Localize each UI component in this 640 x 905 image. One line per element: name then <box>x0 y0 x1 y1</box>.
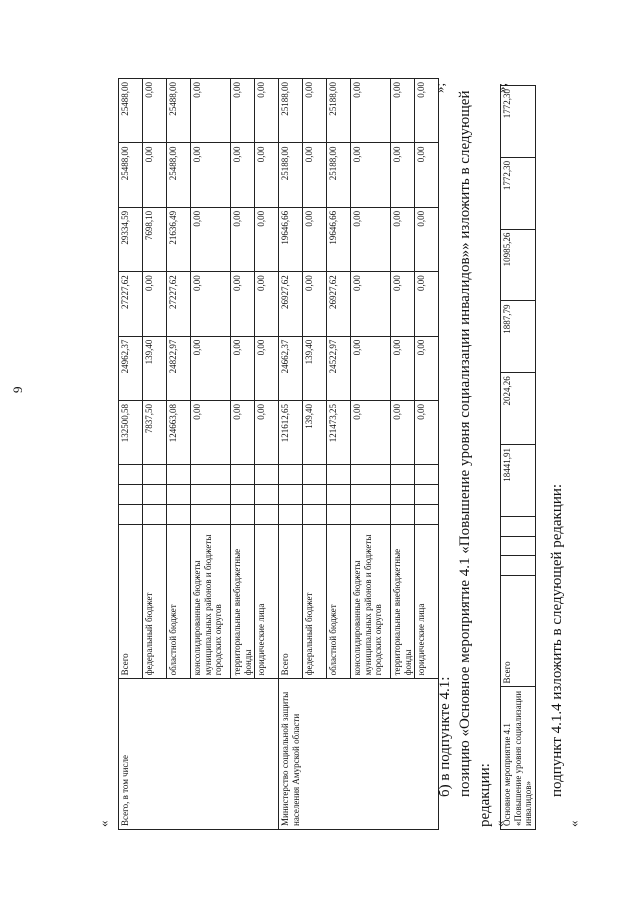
open-quote-3: « <box>566 820 581 827</box>
empty-cell <box>143 465 167 485</box>
open-quote: « <box>96 820 111 827</box>
funding-source: федеральный бюджет <box>143 524 167 679</box>
amount-cell: 0,00 <box>303 272 327 336</box>
empty-cell <box>351 485 391 505</box>
amount-cell: 0,00 <box>231 143 255 207</box>
empty-cell <box>327 465 351 485</box>
page-number: 9 <box>10 386 25 393</box>
amount-cell: 0,00 <box>191 79 231 143</box>
amount-cell: 0,00 <box>351 336 391 400</box>
measure-value: 10985,26 <box>501 229 536 301</box>
amount-cell: 25188,00 <box>327 79 351 143</box>
amount-cell: 0,00 <box>143 143 167 207</box>
empty-cell <box>143 504 167 524</box>
budget-table <box>118 78 439 830</box>
empty-cell <box>279 465 303 485</box>
amount-cell: 0,00 <box>303 79 327 143</box>
amount-cell: 0,00 <box>231 272 255 336</box>
amount-cell: 0,00 <box>391 79 415 143</box>
amount-cell: 0,00 <box>391 401 415 465</box>
funding-source: территориальные внебюджетные фонды <box>391 524 415 679</box>
close-quote-1: »; <box>432 82 447 93</box>
amount-cell: 19646,66 <box>327 207 351 271</box>
text-subpoint-414: подпункт 4.1.4 изложить в следующей редакции: <box>549 483 565 797</box>
empty-cell <box>279 504 303 524</box>
amount-cell: 25488,00 <box>119 79 143 143</box>
amount-cell: 0,00 <box>191 143 231 207</box>
funding-source: областной бюджет <box>327 524 351 679</box>
funding-source: юридические лица <box>255 524 279 679</box>
funding-source: консолидированные бюджеты муниципальных районов и бюджеты городских округов <box>191 524 231 679</box>
measure-value: 2024,26 <box>501 373 536 445</box>
empty-cell <box>119 485 143 505</box>
funding-source: консолидированные бюджеты муниципальных районов и бюджеты городских округов <box>351 524 391 679</box>
amount-cell: 19646,66 <box>279 207 303 271</box>
amount-cell: 0,00 <box>255 79 279 143</box>
empty-cell <box>391 465 415 485</box>
measure-label: Основное мероприятие 4.1 «Повышение уровня социализации инвалидов» <box>501 687 536 830</box>
empty-cell <box>119 465 143 485</box>
empty-cell <box>327 504 351 524</box>
empty-cell <box>303 465 327 485</box>
amount-cell: 139,40 <box>303 401 327 465</box>
amount-cell: 0,00 <box>255 401 279 465</box>
empty-cell <box>255 465 279 485</box>
responsible-label: Всего, в том числе <box>119 679 279 830</box>
funding-source: территориальные внебюджетные фонды <box>231 524 255 679</box>
amount-cell: 0,00 <box>351 272 391 336</box>
empty-cell <box>231 485 255 505</box>
close-quote-2: »; <box>494 82 509 93</box>
empty-cell <box>119 504 143 524</box>
amount-cell: 139,40 <box>143 336 167 400</box>
funding-source: областной бюджет <box>167 524 191 679</box>
amount-cell: 25188,00 <box>279 143 303 207</box>
empty-cell <box>351 504 391 524</box>
amount-cell: 0,00 <box>351 143 391 207</box>
empty-cell <box>391 485 415 505</box>
amount-cell: 25488,00 <box>167 143 191 207</box>
amount-cell: 0,00 <box>303 143 327 207</box>
amount-cell: 0,00 <box>351 401 391 465</box>
amount-cell: 0,00 <box>231 207 255 271</box>
amount-cell: 0,00 <box>351 79 391 143</box>
amount-cell: 0,00 <box>391 336 415 400</box>
amount-cell: 24822,97 <box>167 336 191 400</box>
text-edition: редакции: <box>477 763 493 827</box>
amount-cell: 0,00 <box>191 336 231 400</box>
table-row <box>119 79 143 830</box>
empty-cell <box>167 504 191 524</box>
empty-cell <box>415 485 439 505</box>
empty-cell <box>191 485 231 505</box>
measure-value: 1772,30 <box>501 157 536 229</box>
amount-cell: 0,00 <box>191 272 231 336</box>
amount-cell: 0,00 <box>415 143 439 207</box>
amount-cell: 27227,62 <box>167 272 191 336</box>
amount-cell: 7698,10 <box>143 207 167 271</box>
empty-cell <box>255 504 279 524</box>
amount-cell: 132500,58 <box>119 401 143 465</box>
amount-cell: 0,00 <box>255 336 279 400</box>
amount-cell: 24522,97 <box>327 336 351 400</box>
empty-cell <box>255 485 279 505</box>
amount-cell: 0,00 <box>255 143 279 207</box>
empty-cell <box>303 504 327 524</box>
measure-value: 1772,30 <box>501 86 536 158</box>
amount-cell: 0,00 <box>231 401 255 465</box>
amount-cell: 0,00 <box>391 272 415 336</box>
empty-cell <box>231 465 255 485</box>
responsible-label: Министерство социальной защиты населения Амурской области <box>279 679 439 830</box>
funding-source: федеральный бюджет <box>303 524 327 679</box>
amount-cell: 0,00 <box>415 272 439 336</box>
amount-cell: 0,00 <box>231 79 255 143</box>
amount-cell: 25188,00 <box>279 79 303 143</box>
open-quote-2: « <box>492 820 507 827</box>
measure-table <box>500 85 536 830</box>
amount-cell: 0,00 <box>391 143 415 207</box>
amount-cell: 26927,62 <box>327 272 351 336</box>
amount-cell: 0,00 <box>143 272 167 336</box>
funding-source: юридические лица <box>415 524 439 679</box>
amount-cell: 121612,65 <box>279 401 303 465</box>
empty-cell <box>191 465 231 485</box>
amount-cell: 26927,62 <box>279 272 303 336</box>
amount-cell: 121473,25 <box>327 401 351 465</box>
funding-source: Всего <box>119 524 143 679</box>
amount-cell: 21636,49 <box>167 207 191 271</box>
amount-cell: 25188,00 <box>327 143 351 207</box>
empty-cell <box>279 485 303 505</box>
empty-cell <box>391 504 415 524</box>
amount-cell: 124663,08 <box>167 401 191 465</box>
amount-cell: 27227,62 <box>119 272 143 336</box>
table-row <box>279 79 303 830</box>
amount-cell: 0,00 <box>191 207 231 271</box>
empty-cell <box>167 485 191 505</box>
amount-cell: 0,00 <box>143 79 167 143</box>
amount-cell: 0,00 <box>415 207 439 271</box>
table-row <box>501 86 536 830</box>
empty-cell <box>167 465 191 485</box>
empty-cell <box>143 485 167 505</box>
amount-cell: 25488,00 <box>167 79 191 143</box>
empty-cell <box>231 504 255 524</box>
amount-cell: 29334,59 <box>119 207 143 271</box>
empty-cell <box>351 465 391 485</box>
text-position: позицию «Основное мероприятие 4.1 «Повышение уровня социализации инвалидов»» изложить в следующей <box>457 90 473 797</box>
measure-value: 1887,79 <box>501 301 536 373</box>
amount-cell: 0,00 <box>255 272 279 336</box>
amount-cell: 0,00 <box>415 336 439 400</box>
text-subpoint-b: б) в подпункте 4.1: <box>437 676 453 797</box>
amount-cell: 0,00 <box>303 207 327 271</box>
amount-cell: 139,40 <box>303 336 327 400</box>
amount-cell: 24662,37 <box>279 336 303 400</box>
empty-cell <box>415 465 439 485</box>
empty-cell <box>327 485 351 505</box>
amount-cell: 0,00 <box>415 79 439 143</box>
amount-cell: 0,00 <box>231 336 255 400</box>
empty-cell <box>415 504 439 524</box>
empty-cell <box>191 504 231 524</box>
amount-cell: 0,00 <box>351 207 391 271</box>
amount-cell: 0,00 <box>415 401 439 465</box>
amount-cell: 0,00 <box>191 401 231 465</box>
measure-type: Всего <box>501 576 536 687</box>
empty-cell <box>303 485 327 505</box>
amount-cell: 7837,50 <box>143 401 167 465</box>
funding-source: Всего <box>279 524 303 679</box>
amount-cell: 0,00 <box>255 207 279 271</box>
amount-cell: 24962,37 <box>119 336 143 400</box>
amount-cell: 0,00 <box>391 207 415 271</box>
amount-cell: 25488,00 <box>119 143 143 207</box>
measure-value: 18441,91 <box>501 445 536 517</box>
